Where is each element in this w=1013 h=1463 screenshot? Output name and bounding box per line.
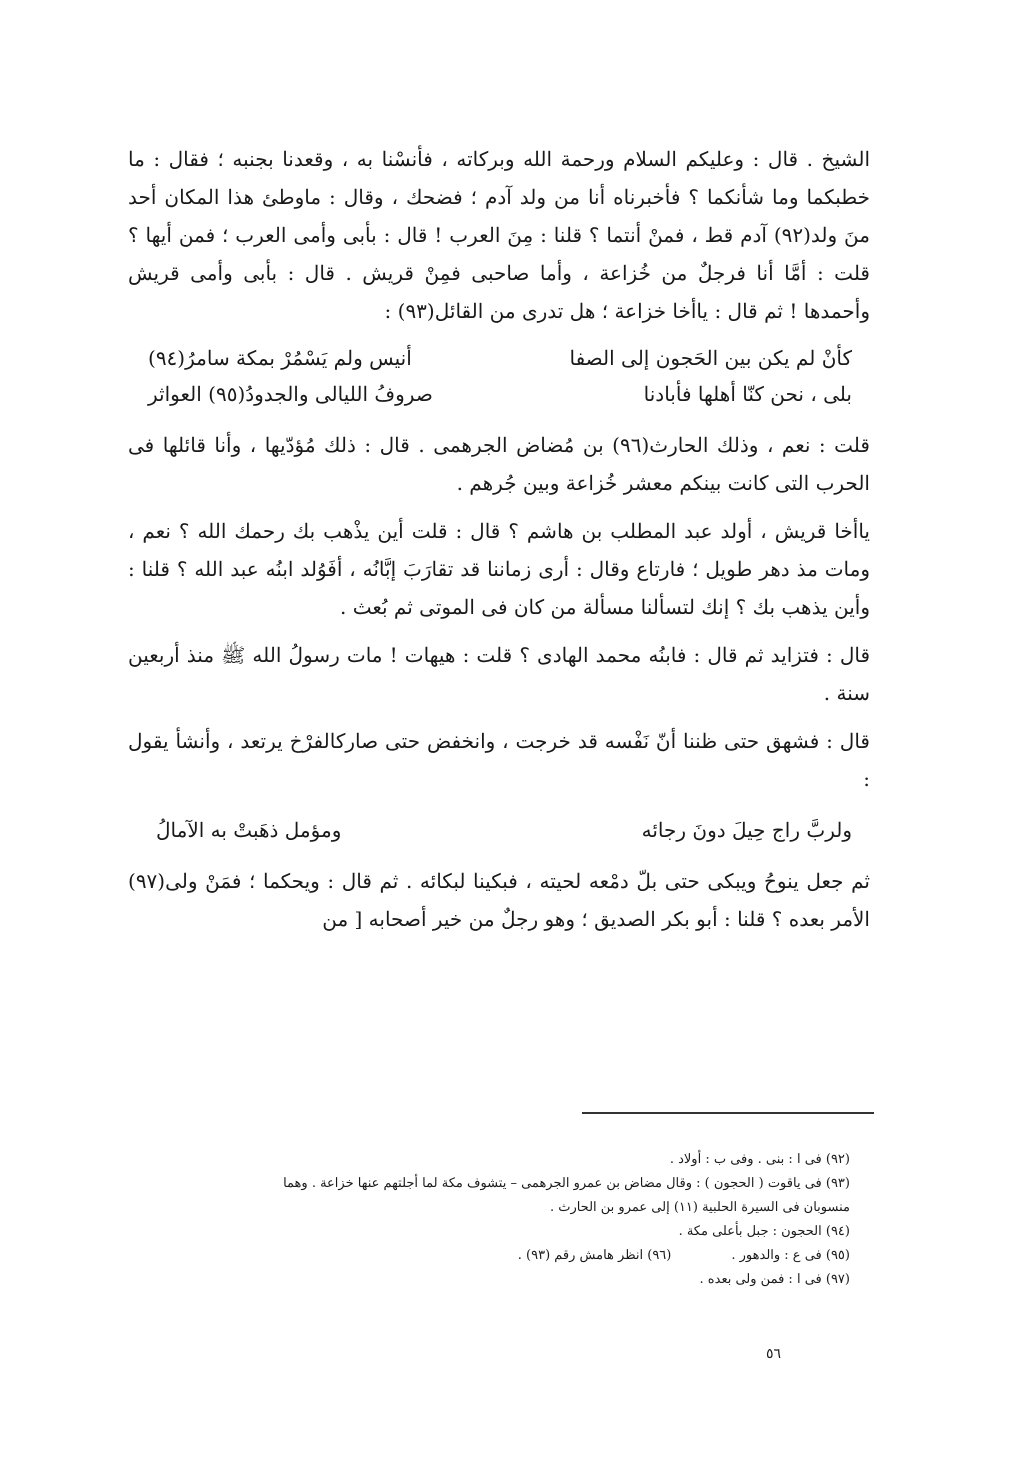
footnote-92: (٩٢) فى ا : بنى . وفى ب : أولاد .	[669, 1152, 850, 1167]
verse-1-first-hemistich: كأنْ لم يكن بين الحَجون إلى الصفا	[569, 346, 852, 370]
paragraph-6: ثم جعل ينوحُ ويبكى حتى بلّ دمْعه لحيته ، فبكينا لبكائه . ثم قال : ويحكما ؛ فمَنْ ولى(٩٧) الأمر بعده ؟ قلنا : أبو بكر الصديق ؛ وهو رجلٌ من خير أصحابه [ من	[128, 869, 870, 931]
verse-3	[128, 810, 870, 850]
footnote-97: (٩٧) فى ا : فمن ولى بعده .	[699, 1272, 850, 1287]
verse-2	[128, 376, 870, 412]
footnote-95: (٩٥) فى ع : والدهور .	[731, 1248, 850, 1263]
paragraph-4: قال : فتزايد ثم قال : فابنُه محمد الهادى ؟ قلت : هيهات ! مات رسولُ الله ﷺ منذ أربعين سنة .	[128, 643, 870, 705]
paragraph-2: قلت : نعم ، وذلك الحارث(٩٦) بن مُضاض الجرهمى . قال : ذلك مُؤدّيها ، وأنا قائلها فى الحرب التى كانت بينكم معشر خُزاعة وبين جُرهم .	[128, 433, 870, 495]
footnote-separator	[582, 1112, 874, 1114]
verse-2-second-hemistich: صروفُ الليالى والجدودُ(٩٥) العواثر	[148, 382, 433, 406]
poem	[128, 340, 870, 412]
footnote-96: (٩٦) انظر هامش رقم (٩٣) .	[517, 1248, 672, 1263]
paragraph-5: قال : فشهق حتى ظننا أنّ نَفْسه قد خرجت ، وانخفض حتى صاركالفرْخ يرتعد ، وأنشأ يقول :	[128, 729, 870, 791]
verse-1-second-hemistich: أنيس ولم يَسْمُرْ بمكة سامرُ(٩٤)	[148, 346, 412, 370]
footnote-93: (٩٣) فى ياقوت ( الحجون ) : وقال مضاض بن عمرو الجرهمى – يتشوف مكة لما أجلتهم عنها خزاعة . وهما	[283, 1176, 850, 1191]
paragraph-1: الشيخ . قال : وعليكم السلام ورحمة الله وبركاته ، فأنسْنا به ، وقعدنا بجنبه ؛ فقال : ما خطبكما وما شأنكما ؟ فأخبرناه أنا من ولد آدم ؛ فضحك ، وقال : ماوطئ هذا المكان أحد منَ ولد(٩٢) آدم قط ، فمنْ أنتما ؟ قلنا : مِنَ العرب ! قال : بأبى وأمى العرب ؛ فمن أيها ؟ قلت : أمَّا أنا فرجلٌ من خُزاعة ، وأما صاحبى فمِنْ قريش . قال : بأبى وأمى قريش وأحمدها ! ثم قال : ياأخا خزاعة ؛ هل تدرى من القائل(٩٣) :	[128, 147, 870, 323]
verse-3-first-hemistich: ولربَّ راج حِيلَ دونَ رجائه	[641, 818, 852, 842]
page-number: ٥٦	[766, 1346, 782, 1362]
verse-3-second-hemistich: ومؤمل ذهَبتْ به الآمالُ	[156, 818, 342, 842]
verse-2-first-hemistich: بلى ، نحن كنّا أهلها فأبادنا	[643, 382, 852, 406]
main-text	[128, 140, 870, 948]
footnotes	[112, 1148, 850, 1292]
footnote-94: (٩٤) الحجون : جبل بأعلى مكة .	[678, 1224, 850, 1239]
footnote-row-95-96	[112, 1244, 850, 1268]
verse-1	[128, 340, 870, 376]
footnote-93-continued: منسوبان فى السيرة الحلبية (١١) إلى عمرو بن الحارث .	[549, 1200, 850, 1215]
paragraph-3: ياأخا قريش ، أولد عبد المطلب بن هاشم ؟ قال : قلت أين يذْهب بك رحمك الله ؟ نعم ، ومات مذ دهر طويل ؛ فارتاع وقال : أرى زماننا قد تقارَبَ إبَّانُه ، أفَوُلد ابنُه عبد الله ؟ قلنا : وأين يذهب بك ؟ إنك لتسألنا مسألة من كان فى الموتى ثم بُعث .	[128, 519, 870, 619]
